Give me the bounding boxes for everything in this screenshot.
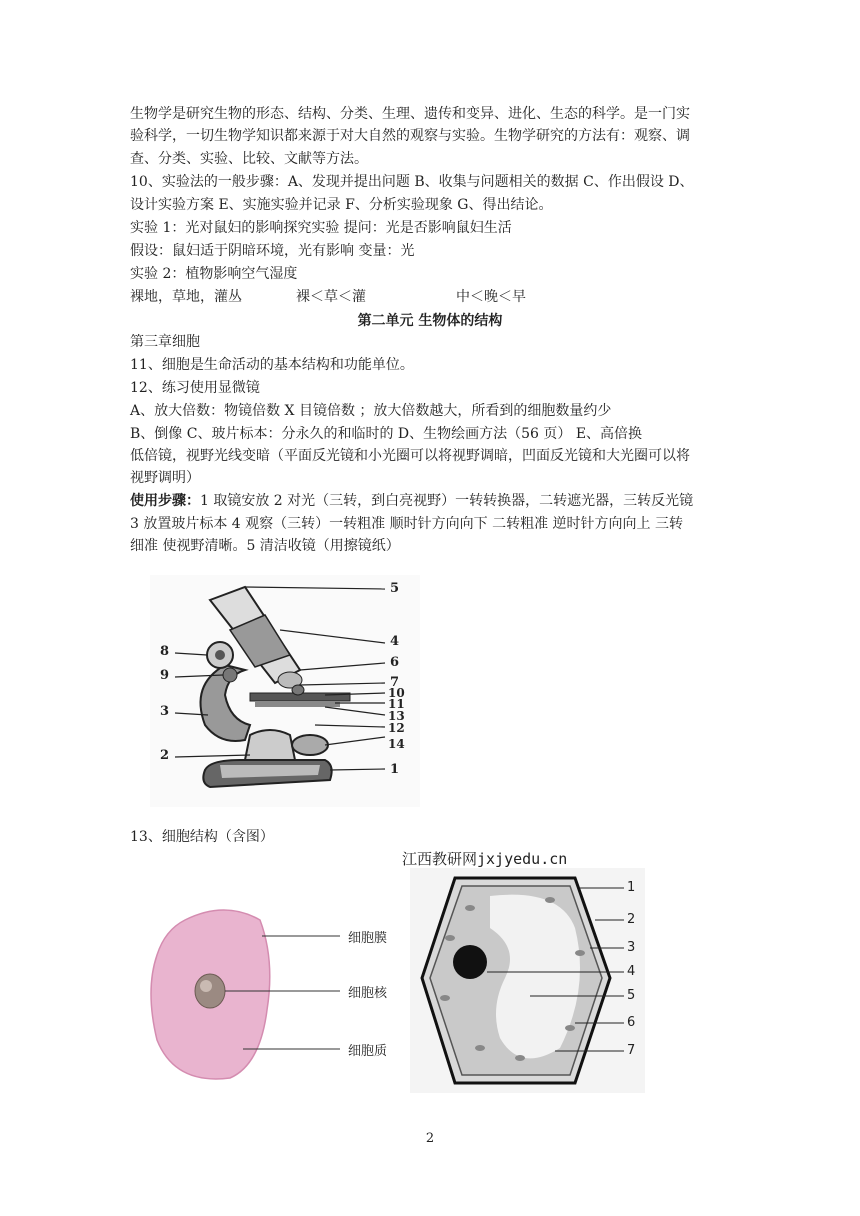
plant-label-4: 4 bbox=[627, 964, 636, 979]
exp2-line-2c: 中＜晚＜早 bbox=[456, 289, 526, 305]
item12-steps-2: 3 放置玻片标本 4 观察（三转）一转粗准 顺时针方向向下 二转粗准 逆时针方向向上 三转 bbox=[130, 516, 683, 532]
plant-label-6: 6 bbox=[627, 1015, 636, 1030]
item12-b1: B、倒像 C、玻片标本：分永久的和临时的 D、生物绘画方法（56 页） E、高倍换 bbox=[130, 426, 643, 442]
plant-label-5: 5 bbox=[627, 988, 636, 1003]
item12-a: A、放大倍数：物镜倍数 X 目镜倍数 ；放大倍数越大，所看到的细胞数量约少 bbox=[130, 403, 612, 419]
mic-label-12: 12 bbox=[388, 721, 405, 735]
mic-label-9: 9 bbox=[160, 668, 170, 683]
exp2-line-1: 实验 2：植物影响空气湿度 bbox=[130, 266, 298, 282]
steps-label: 使用步骤： bbox=[130, 493, 200, 509]
plant-label-7: 7 bbox=[627, 1043, 636, 1058]
item12-title: 12、练习使用显微镜 bbox=[130, 380, 260, 396]
mic-label-3: 3 bbox=[160, 704, 170, 719]
animal-label-cytoplasm: 细胞质 bbox=[348, 1044, 388, 1059]
item12-steps-3: 细准 使视野清晰。5 清洁收镜（用擦镜纸） bbox=[130, 538, 400, 554]
mic-label-11: 11 bbox=[388, 697, 405, 711]
item10-line-1: 10、实验法的一般步骤：A、发现并提出问题 B、收集与问题相关的数据 C、作出假设 D、 bbox=[130, 174, 694, 190]
microscope-diagram bbox=[150, 575, 420, 807]
item10-line-2: 设计实验方案 E、实施实验并记录 F、分析实验现象 G、得出结论。 bbox=[130, 197, 553, 213]
intro-line-2: 验科学，一切生物学知识都来源于对大自然的观察与实验。生物学研究的方法有：观察、调 bbox=[130, 128, 690, 144]
mic-label-14: 14 bbox=[388, 737, 405, 751]
plant-cell-diagram bbox=[410, 868, 645, 1093]
plant-label-1: 1 bbox=[627, 880, 636, 895]
exp1-line-2: 假设：鼠妇适于阴暗环境，光有影响 变量：光 bbox=[130, 243, 415, 259]
item11: 11、细胞是生命活动的基本结构和功能单位。 bbox=[130, 357, 414, 373]
item13-title: 13、细胞结构（含图） bbox=[130, 829, 274, 845]
mic-label-6: 6 bbox=[390, 655, 400, 670]
exp2-line-2a: 裸地，草地，灌丛 bbox=[130, 289, 242, 305]
mic-label-10: 10 bbox=[388, 686, 405, 700]
intro-line-3: 查、分类、实验、比较、文献等方法。 bbox=[130, 151, 368, 167]
source-watermark: 江西教研网jxjyedu.cn bbox=[402, 850, 568, 868]
item12-steps-1 bbox=[130, 490, 693, 512]
exp1-line-1: 实验 1：光对鼠妇的影响探究实验 提问：光是否影响鼠妇生活 bbox=[130, 220, 512, 236]
mic-label-7: 7 bbox=[390, 675, 400, 690]
mic-label-1: 1 bbox=[390, 762, 400, 777]
mic-label-13: 13 bbox=[388, 709, 405, 723]
chapter-title: 第三章细胞 bbox=[130, 334, 200, 350]
mic-label-4: 4 bbox=[390, 634, 400, 649]
plant-label-2: 2 bbox=[627, 912, 636, 927]
steps-text-1: 1 取镜安放 2 对光（三转，到白亮视野）一转转换器，二转遮光器，三转反光镜 bbox=[200, 493, 694, 509]
animal-label-nucleus: 细胞核 bbox=[348, 986, 388, 1001]
mic-label-8: 8 bbox=[160, 644, 170, 659]
page-number: 2 bbox=[425, 1131, 435, 1146]
unit-title: 第二单元 生物体的结构 bbox=[357, 313, 503, 329]
mic-label-5: 5 bbox=[390, 581, 400, 596]
intro-line-1: 生物学是研究生物的形态、结构、分类、生理、遗传和变异、进化、生态的科学。是一门实 bbox=[130, 106, 690, 122]
plant-label-3: 3 bbox=[627, 940, 636, 955]
animal-cell-diagram bbox=[145, 900, 350, 1085]
mic-label-2: 2 bbox=[160, 748, 170, 763]
animal-label-membrane: 细胞膜 bbox=[348, 931, 388, 946]
exp2-line-2b: 裸＜草＜灌 bbox=[296, 289, 366, 305]
item12-b2: 低倍镜，视野光线变暗（平面反光镜和小光圈可以将视野调暗，凹面反光镜和大光圈可以将 bbox=[130, 448, 690, 464]
item12-b3: 视野调明） bbox=[130, 470, 200, 486]
